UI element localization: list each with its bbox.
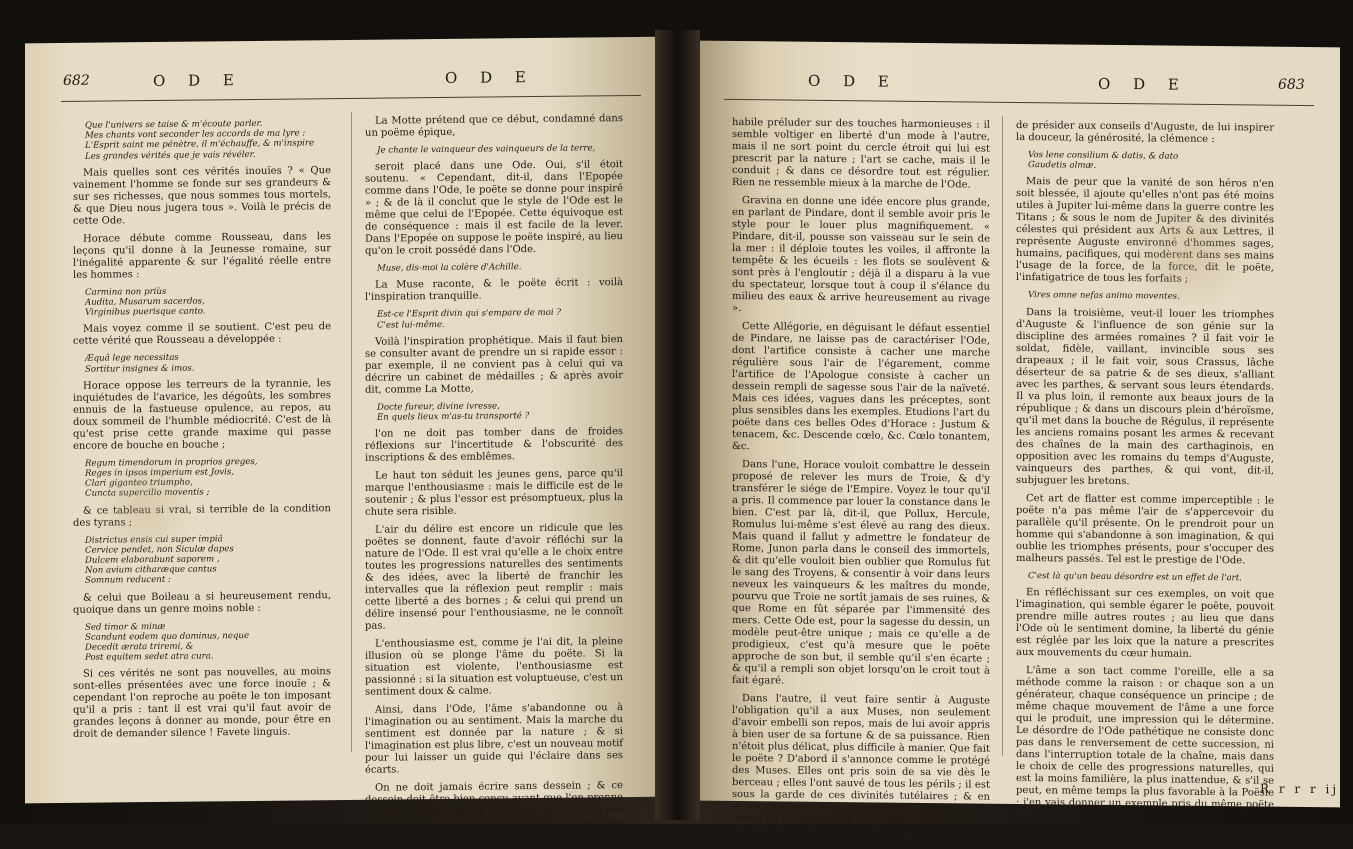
verse-block [1028, 571, 1274, 584]
paragraph: Mais quelles sont ces vérités inouïes ? « Que vainement l'homme se fonde sur ses grandeurs & sur ses richesses, que nous sommes tous mortels, & que Dieu nous jugera tous ». Voilà le précis de cette Ode. [73, 164, 331, 227]
paragraph: Le haut ton séduit les jeunes gens, parce qu'il marque l'enthousiasme : mais le difficile est de le soutenir ; & plus l'essor est présomptueux, plus la chute sera risible. [365, 468, 623, 519]
paragraph: Dans la troisième, veut-il louer les triomphes d'Auguste & l'influence de son génie sur la discipline des armées romaines ? il fait voir le soldat, fidèle, vaillant, invincible sous ses drapeaux ; il le fait voir, sous Crassus, lâche déserteur de sa patrie & de ses dieux, s'alliant avec les parthes, & servant sous leurs étendards. Il va plus loin, il remonte aux beaux jours de la république ; & dans un discours plein d'héroïsme, qu'il met dans la bouche de Régulus, il représente les anciens romains posant les armes & recevant des chaînes de la main des carthaginois, en opposition avec les romains du temps d'Auguste, vainqueurs des parthes, & qui vont, dit-il, subjuguer les bretons. [1016, 306, 1274, 487]
verse-line: Sortitur insignes & imos. [85, 363, 195, 375]
verse-line: Clari giganteo triumpho, [85, 477, 193, 489]
paragraph: La Muse raconte, & le poëte écrit : voilà l'inspiration tranquille. [365, 277, 623, 304]
left-column-1 [73, 116, 331, 747]
verse-line: Somnum reducent : [85, 575, 171, 587]
verse-block [85, 118, 331, 161]
verse-block [377, 400, 623, 423]
verse-line: Audita, Musarum sacerdos, [85, 296, 205, 308]
verse-line: Virginibus puerisque canto. [85, 306, 206, 318]
paragraph: L'enthousiasme est, comme je l'ai dit, la pleine illusion où se plonge l'âme du poëte. Si la situation est violente, l'enthousiasme est passionné : si la situation est voluptueuse, c'est un sentiment doux & calme. [365, 636, 623, 699]
paragraph: L'air du délire est encore un ridicule que les poëtes se donnent, faute d'avoir réfléchi sur la nature de l'Ode. Il est vrai qu'elle a le choix entre toutes les progressions naturelles des sentiments & des idées, avec la liberté de franchir les intervalles que la réflexion peut remplir : mais cette liberté a des bornes ; & celui qui prend un délire insensé pour l'enthousiasme, ne le connoît pas. [365, 522, 623, 633]
verse-line: Vos lene consilium & datis, & dato [1028, 150, 1179, 162]
verse-line: Reges in ipsos imperium est Jovis, [85, 467, 235, 479]
verse-block [377, 307, 623, 330]
paragraph: Gravina en donne une idée encore plus grande, en parlant de Pindare, dont il semble avoir pris le style pour le louer plus magnifiquement. « Pindare, dit-il, pousse son vaisseau sur le sein de la mer : il déploie toutes les voiles, il affronte la tempête & les écueils : les flots se soulèvent & sont près à l'engloutir ; déjà il a disparu à la vue du spectateur, lorsque tout à coup il s'élance du milieu des eaux & arrive heureusement au rivage ». [732, 195, 990, 315]
right-column-rule [1002, 116, 1003, 756]
left-column-rule [351, 112, 352, 752]
paragraph: seroit placé dans une Ode. Oui, s'il étoit soutenu. « Cependant, dit-il, dans l'Epopée comme dans l'Ode, le poëte se donne pour inspiré » ; & de là il conclut que le style de l'Ode est le même que celui de l'Epopée. Cette équivoque est de conséquence : mais il est facile de la lever. Dans l'Epopée on suppose le poëte inspiré, au lieu qu'on le croit possédé dans l'Ode. [365, 159, 623, 257]
paragraph: Ainsi, dans l'Ode, l'âme s'abandonne ou à l'imagination ou au sentiment. Mais la marche du sentiment est donnée par la nature ; & si l'imagination est plus libre, c'est un nouveau motif pour lui laisser un guide qui l'éclaire dans ses écarts. [365, 702, 623, 777]
verse-line: Mes chants vont seconder les accords de ma lyre : [85, 128, 306, 141]
paragraph: de présider aux conseils d'Auguste, de lui inspirer la douceur, la générosité, la clémence : [1016, 119, 1274, 146]
verse-line: Dulcem elaborabunt saporem , [85, 554, 220, 566]
paragraph: Cet art de flatter est comme imperceptible : le poëte n'a pas même l'air de s'appercevoir du parallèle qu'il présente. On le prendroit pour un homme qui s'abandonne à son imagination, & qui oublie les triomphes présents, pour s'occuper des malheurs passés. Tel est le prestige de l'Ode. [1016, 492, 1274, 566]
verse-block [377, 261, 623, 274]
paragraph: & celui que Boileau a si heureusement rendu, quoique dans un genre moins noble : [73, 589, 331, 616]
paragraph: L'âme a son tact comme l'oreille, elle a sa méthode comme la raison : or chaque son a un générateur, chaque conséquence un principe ; de même chaque mouvement de l'âme a une force qui le produit, une impression qui le détermine. Le désordre de l'Ode pathétique ne consiste donc pas dans le renversement de cette succession, ni dans l'interruption totale de la chaîne, mais dans le choix de celle des progressions naturelles, qui est la moins familière, la plus inattendue, & s'il se peut, en même temps la plus favorable à la Poësie : j'en vais donner un exemple pris du même poëte latin. [1016, 664, 1274, 821]
verse-line: C'est lui-même. [377, 319, 445, 331]
verse-block [85, 352, 331, 375]
left-page-number: 682 [63, 72, 90, 89]
paragraph: En réfléchissant sur ces exemples, on voit que l'imagination, qui semble égarer le poëte, pouvoit prendre mille autres routes ; au lieu que dans l'Ode où le sentiment domine, la liberté du génie est réglée par les loix que la nature a prescrites aux mouvements du cœur humain. [1016, 586, 1274, 660]
verse-block [1028, 150, 1274, 173]
verse-line: Decedit ærata triremi, & [85, 641, 194, 653]
paper-stain [1120, 195, 1260, 306]
paragraph: La Motte prétend que ce début, condamné dans un poëme épique, [365, 113, 623, 139]
paragraph: Dans l'une, Horace vouloit combattre le dessein proposé de relever les murs de Troie, & d'y transférer le siége de l'Empire. Voyez le tour qu'il a pris. Il commence par louer la constance dans le bien. C'est par là, dit-il, que Pollux, Hercule, Romulus lui-même s'est élevé au rang des dieux. Mais quand il fallut y admettre le fondateur de Rome, Junon parla dans le conseil des immortels, & dit qu'elle vouloit bien oublier que Romulus fut le sang des Troyens, & consentir à voir dans leurs neveux les vainqueurs & les maîtres du monde, pourvu que Troie ne sortît jamais de ses ruines, & que Rome en fût séparée par l'immensité des mers. Cette Ode est, pour la sagesse du dessin, un modèle peut-être unique ; mais ce qu'elle a de prodigieux, c'est qu'à mesure que le poëte approche de son but, il semble qu'il s'en écarte ; & qu'il a rempli son objet lorsqu'on le croit tout à fait égaré. [732, 459, 990, 687]
printer-signature: R r r r ij [1260, 781, 1340, 797]
paragraph: On ne doit jamais écrire sans dessein ; & ce dessein doit être bien conçu avant que l'on prenne la plume, afin que la réflexion ne vienne pas ralentir la chaleur du génie. Entendez un musicien [365, 780, 623, 831]
verse-line: Les grandes vérités que je vais révéler. [85, 149, 256, 162]
paragraph: & ce tableau si vrai, si terrible de la condition des tyrans ; [73, 502, 331, 529]
verse-line: Districtus ensis cui super impiâ [85, 533, 223, 546]
left-page [25, 37, 665, 831]
verse-line: Scandunt eodem quo dominus, neque [85, 630, 250, 643]
paragraph: l'on ne doit pas tomber dans de froides réflexions sur l'incertitude & l'obscurité des inscriptions & des emblêmes. [365, 426, 623, 465]
right-column-1 [732, 117, 990, 846]
paragraph: Cette Allégorie, en déguisant le défaut essentiel de Pindare, ne laisse pas de caractériser l'Ode, dont l'artifice consiste à cacher une marche régulière sous l'air de l'égarement, comme l'artifice de l'Apologue consiste à cacher un dessein rempli de sagesse sous l'air de la naïveté. Mais ces idées, vagues dans les préceptes, sont plus sensibles dans les exemples. Etudions l'art du poëte dans ces belles Odes d'Horace : Justum & tenacem, &c. Descende cœlo, &c. Cœlo tonantem, &c. [732, 321, 990, 453]
left-head-title-col2: O D E [445, 68, 535, 87]
right-head-title-col2: O D E [1098, 74, 1188, 94]
paragraph: Si ces vérités ne sont pas nouvelles, au moins sont-elles présentées avec une force inouïe ; & cependant l'on reproche au poëte le ton imposant qu'il a pris : tant il est vrai qu'il faut avoir de grandes leçons à donner au monde, pour être en droit de demander silence ! Favete linguis. [73, 666, 331, 741]
verse-line: Muse, dis-moi la colère d'Achille. [377, 262, 522, 274]
verse-line: Post equitem sedet atra cura. [85, 651, 214, 663]
verse-line: Regum timendorum in proprios greges, [85, 456, 258, 469]
verse-line: Æquâ lege necessitas [85, 353, 179, 365]
verse-line: Docte fureur, divine ivresse, [377, 401, 500, 413]
right-head-title-col1: O D E [808, 71, 898, 91]
verse-block [85, 285, 331, 318]
verse-line: Vires omne nefas animo moventes. [1028, 290, 1180, 303]
left-head-title-col1: O D E [153, 71, 243, 91]
left-column-2 [365, 113, 623, 837]
right-page [700, 41, 1340, 839]
paragraph: Horace débute comme Rousseau, dans les leçons qu'il donne à la Jeunesse romaine, sur l'inégalité apparente & sur l'égalité réelle entre les hommes : [73, 230, 331, 281]
verse-line: Sed timor & minæ [85, 621, 166, 633]
right-page-number: 683 [1278, 76, 1305, 93]
verse-line: Est-ce l'Esprit divin qui s'empare de moi ? [377, 308, 561, 321]
verse-line: Carmina non priùs [85, 286, 167, 298]
verse-line: C'est là qu'un beau désordre est un effet de l'art. [1028, 570, 1242, 583]
verse-line: Cuncta supercilio moventis ; [85, 487, 210, 500]
verse-line: L'Esprit saint me pénètre, il m'échauffe, & m'inspire [85, 138, 315, 152]
paragraph: Horace oppose les terreurs de la tyrannie, les inquiétudes de l'avarice, les dégoûts, les sombres ennuis de la fastueuse opulence, au repos, au doux sommeil de l'humble médiocrité. C'est de là qu'est prise cette grande maxime qui passe encore de bouche en bouche ; [73, 377, 331, 452]
verse-line: Je chante le vainqueur des vainqueurs de la terre, [377, 143, 596, 156]
verse-line: En quels lieux m'as-tu transporté ? [377, 411, 530, 423]
paragraph: Dans l'autre, il veut faire sentir à Auguste l'obligation qu'il a aux Muses, non seulement d'avoir embelli son repos, mais de lui avoir appris à bien user de sa fortune & de sa puissance. Rien n'étoit plus délicat, plus difficile à manier. Que fait le poëte ? D'abord il s'annonce comme le protégé des Muses. Elles ont pris soin de sa vie dès le berceau ; elles l'ont sauvé de tous les périls ; il est sous la garde de ces divinités tutélaires ; & en actions de grâces, il chante leurs louanges. Dès lors il lui est permis de leur attribuer tout le bien qu'il imagine ; & en particulier la gloire [732, 693, 990, 839]
book-gutter [655, 30, 700, 820]
verse-block [85, 620, 331, 663]
paragraph: Voilà l'inspiration prophétique. Mais il faut bien se consulter avant de prendre un si rapide essor : par exemple, il ne convient pas à celui qui va décrire un cabinet de médailles ; & après avoir dit, comme La Motte, [365, 333, 623, 396]
paragraph: Mais voyez comme il se soutient. C'est peu de cette vérité que Rousseau a développée : [73, 321, 331, 348]
verse-line: Que l'univers se taise & m'écoute parler. [85, 118, 263, 131]
verse-block [377, 143, 623, 156]
verse-line: Cervice pendet, non Siculæ dapes [85, 544, 234, 556]
verse-line: Gaudetis almæ. [1028, 160, 1097, 172]
verse-line: Non avium citharæque cantus [85, 564, 217, 576]
paragraph: habile préluder sur des touches harmonieuses : il semble voltiger en liberté d'un mode à l'autre, mais il ne sort point du cercle étroit qui lui est prescrit par la nature ; l'art se cache, mais il le conduit ; & dans ce désordre tout est régulier. Rien ne ressemble mieux à la marche de l'Ode. [732, 116, 990, 191]
paragraph: Mais de peur que la vanité de son héros n'en soit blessée, il ajoute qu'elles n'ont pas été moins utiles à Jupiter lui-même dans la guerre contre les Titans ; & sous le nom de Jupiter & des divinités célestes qui président aux Arts & aux Lettres, il représente Auguste environné d'hommes sages, humains, pacifiques, qui modèrent dans ses mains l'usage de la force, de la force, dit le poëte, l'infatigatrice de tous les forfaits ; [1016, 176, 1274, 286]
